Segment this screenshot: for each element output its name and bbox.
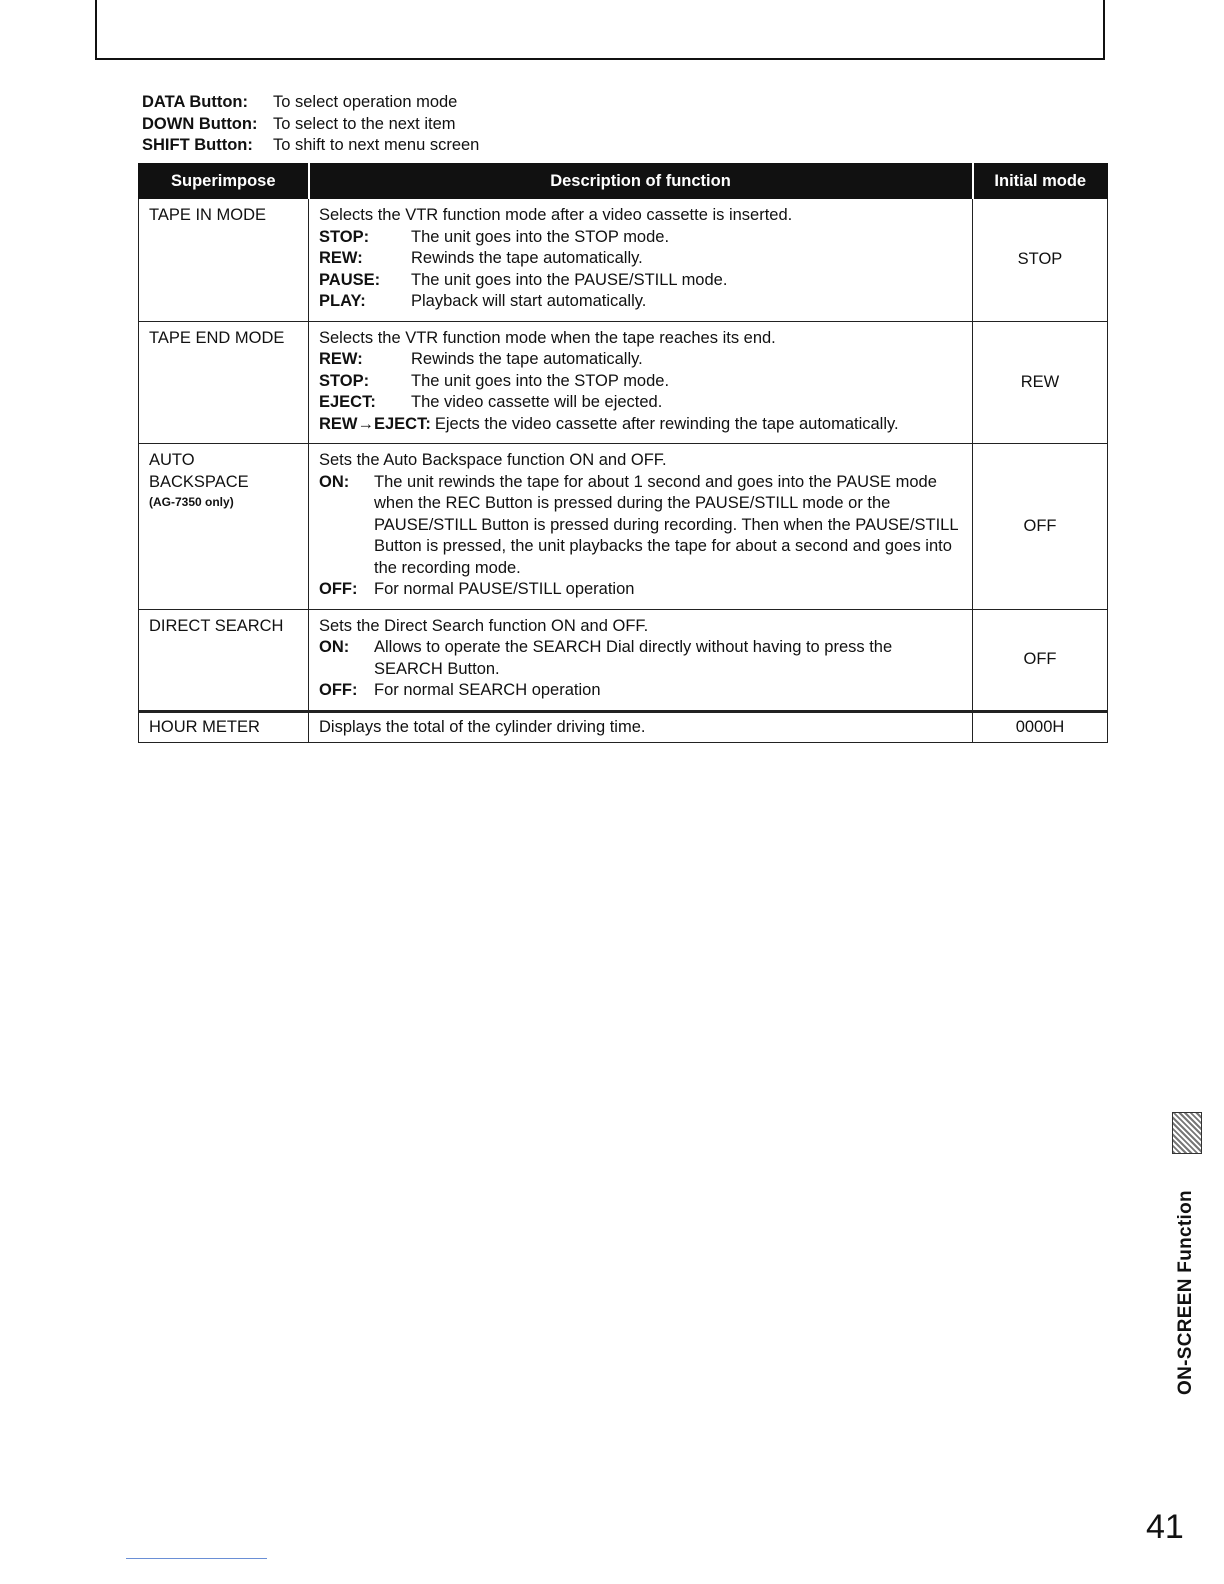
model-note: (AG-7350 only) (149, 495, 234, 509)
legend-row: SHIFT Button: To shift to next menu screen (142, 136, 480, 154)
row-initial: OFF (973, 444, 1108, 610)
row-description: Sets the Auto Backspace function ON and OFF. ON: The unit rewinds the tape for about 1 second and goes into the PAUSE mode when the REC Button is pressed during the PAUSE/STILL mode or the PAUSE/STILL Button is pressed during recording. Then when the PAUSE/STILL Button is pressed, the unit playbacks the tape for about a second and goes into the recording mode. OFF: For normal PAUSE/STILL operation (309, 444, 973, 610)
option-line: REW→EJECT: Ejects the video cassette after rewinding the tape automatically. (319, 414, 899, 433)
option-line: STOP: The unit goes into the STOP mode. (319, 371, 670, 390)
option-line: STOP: The unit goes into the STOP mode. (319, 227, 670, 246)
table-row (139, 199, 1108, 322)
table-row (139, 711, 1108, 743)
row-description: Sets the Direct Search function ON and OFF. ON: Allows to operate the SEARCH Dial directly without having to press the SEARCH Button. OFF: For normal SEARCH operation (309, 609, 973, 711)
legend-row: DATA Button: To select operation mode (142, 93, 458, 111)
table-row (139, 444, 1108, 610)
row-label: HOUR METER (139, 711, 309, 743)
option-line: OFF: For normal PAUSE/STILL operation (319, 580, 635, 598)
table-header (139, 164, 1108, 199)
option-line: PLAY: Playback will start automatically. (319, 292, 647, 310)
option-line: PAUSE: The unit goes into the PAUSE/STILL mode. (319, 270, 728, 289)
col-initial-mode: Initial mode (973, 164, 1108, 199)
option-line: OFF: For normal SEARCH operation (319, 681, 601, 699)
section-tab-icon (1172, 1112, 1202, 1154)
page-number: 41 (1146, 1508, 1184, 1546)
table-row (139, 609, 1108, 711)
table-row (139, 321, 1108, 444)
settings-table (138, 163, 1108, 743)
section-title: ON-SCREEN Function (1175, 1190, 1196, 1395)
footer-divider (126, 1558, 267, 1559)
row-initial: STOP (973, 199, 1108, 322)
row-initial: REW (973, 321, 1108, 444)
row-label: TAPE IN MODE (139, 199, 309, 322)
option-line: EJECT: The video cassette will be ejected. (319, 393, 663, 411)
option-line: ON: Allows to operate the SEARCH Dial directly without having to press the SEARCH Button. (319, 638, 893, 678)
row-label: DIRECT SEARCH (139, 609, 309, 711)
row-description: Selects the VTR function mode when the tape reaches its end. REW: Rewinds the tape automatically. STOP: The unit goes into the STOP mode. EJECT: The video cassette will be ejected. REW→EJECT: Ejects the video cassette after rewinding the tape automatically. (309, 321, 973, 444)
row-description: Selects the VTR function mode after a video cassette is inserted. STOP: The unit goes into the STOP mode. REW: Rewinds the tape automatically. PAUSE: The unit goes into the PAUSE/STILL mode. PLAY: Playback will start automatically. (309, 199, 973, 322)
option-line: REW: Rewinds the tape automatically. (319, 249, 643, 267)
row-label: TAPE END MODE (139, 321, 309, 444)
legend-row: DOWN Button: To select to the next item (142, 114, 456, 133)
button-legend (142, 92, 479, 157)
row-initial: OFF (973, 609, 1108, 711)
col-description: Description of function (309, 164, 973, 199)
top-frame (95, 0, 1105, 60)
row-label: AUTO BACKSPACE (AG-7350 only) (139, 444, 309, 610)
option-line: ON: The unit rewinds the tape for about 1 second and goes into the PAUSE mode when the REC Button is pressed during the PAUSE/STILL mode or the PAUSE/STILL Button is pressed during recording. Then when the PAUSE/STILL Button is pressed, the unit playbacks the tape for about a second and goes into the recording mode. (319, 472, 958, 577)
row-initial: 0000H (973, 711, 1108, 743)
col-superimpose: Superimpose (139, 164, 309, 199)
option-line: REW: Rewinds the tape automatically. (319, 350, 643, 368)
row-description: Displays the total of the cylinder driving time. (309, 711, 973, 743)
